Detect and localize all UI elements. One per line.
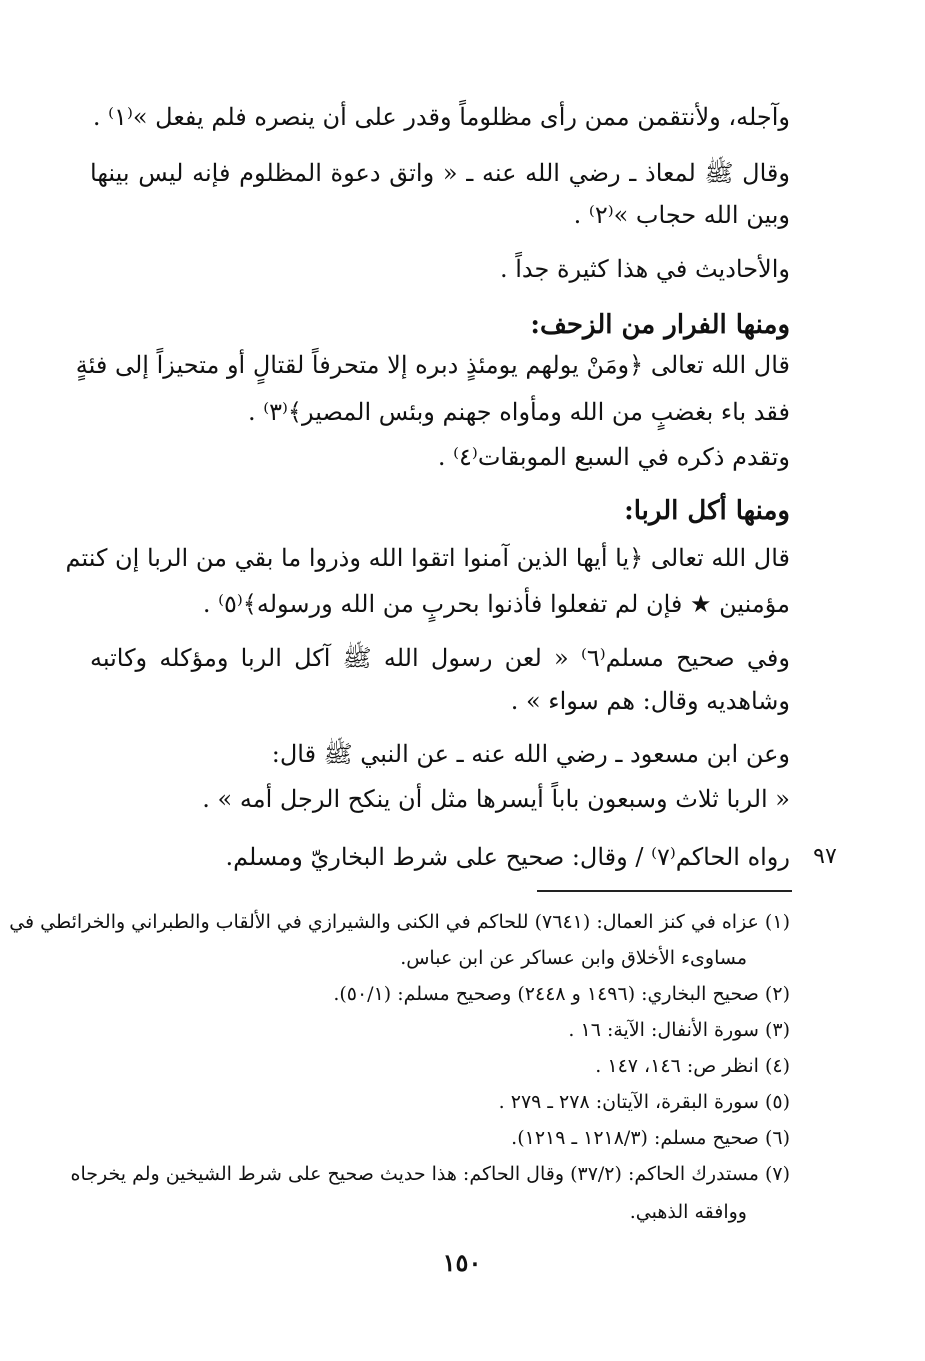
footnote-3: (٣) سورة الأنفال: الآية: ١٦ . (568, 1019, 790, 1041)
body-line-6: قال الله تعالى ﴿ومَنْ يولهم يومئذٍ دبره إلا متحرفاً لقتالٍ أو متحيزاً إلى فئةٍ (75, 351, 790, 379)
body-line-14: وعن ابن مسعود ـ رضي الله عنه ـ عن النبي ﷺ قال: (271, 740, 790, 768)
section-heading-fleeing: ومنها الفرار من الزحف: (530, 310, 790, 340)
footnote-7-cont: ووافقه الذهبي. (629, 1201, 747, 1223)
footnote-1-cont: مساوىء الأخلاق وابن عساكر عن ابن عباس. (400, 947, 747, 969)
margin-number: ٩٧ (813, 844, 837, 869)
body-line-2: وقال ﷺ لمعاذ ـ رضي الله عنه ـ « واتق دعوة المظلوم فإنه ليس بينها (90, 159, 790, 187)
body-line-13: وشاهديه وقال: هم سواء » . (510, 687, 790, 715)
page-number: ١٥٠ (442, 1248, 482, 1277)
body-line-7: فقد باء بغضبٍ من الله ومأواه جهنم وبئس المصير﴾⁽٣⁾ . (247, 398, 790, 426)
footnote-5: (٥) سورة البقرة، الآيتان: ٢٧٨ ـ ٢٧٩ . (498, 1091, 790, 1113)
body-line-1: وآجله، ولأنتقمن ممن رأى مظلوماً وقدر على أن ينصره فلم يفعل »⁽١⁾ . (92, 103, 790, 131)
body-line-10: قال الله تعالى ﴿يا أيها الذين آمنوا اتقوا الله وذروا ما بقي من الربا إن كنتم (65, 544, 790, 572)
body-line-12: وفي صحيح مسلم⁽٦⁾ « لعن رسول الله ﷺ آكل الربا ومؤكله وكاتبه (90, 644, 790, 672)
body-line-3: وبين الله حجاب »⁽٢⁾ . (573, 201, 790, 229)
footnote-1: (١) عزاه في كنز العمال: (٧٦٤١) للحاكم في الكنى والشيرازي في الألقاب والطبراني والخرائطي في (9, 911, 790, 933)
body-line-8: وتقدم ذكره في السبع الموبقات⁽٤⁾ . (437, 443, 790, 471)
footnote-7: (٧) مستدرك الحاكم: (٣٧/٢) وقال الحاكم: هذا حديث صحيح على شرط الشيخين ولم يخرجاه (70, 1163, 790, 1185)
body-line-11: مؤمنين ★ فإن لم تفعلوا فأذنوا بحربٍ من الله ورسوله﴾⁽٥⁾ . (202, 590, 790, 618)
section-heading-usury: ومنها أكل الربا: (624, 496, 790, 526)
body-line-15: « الربا ثلاث وسبعون باباً أيسرها مثل أن ينكح الرجل أمه » . (202, 785, 790, 813)
footnote-2: (٢) صحيح البخاري: (١٤٩٦ و ٢٤٤٨) وصحيح مسلم: (٥٠/١). (333, 983, 790, 1005)
footnote-4: (٤) انظر ص: ١٤٦، ١٤٧ . (595, 1055, 790, 1077)
footnote-6: (٦) صحيح مسلم: (١٢١٨/٣ ـ ١٢١٩). (511, 1127, 790, 1149)
footnote-divider (537, 890, 792, 892)
body-line-16: رواه الحاكم⁽٧⁾ / وقال: صحيح على شرط البخاريّ ومسلم. (225, 843, 790, 871)
body-line-4: والأحاديث في هذا كثيرة جداً . (499, 255, 790, 283)
